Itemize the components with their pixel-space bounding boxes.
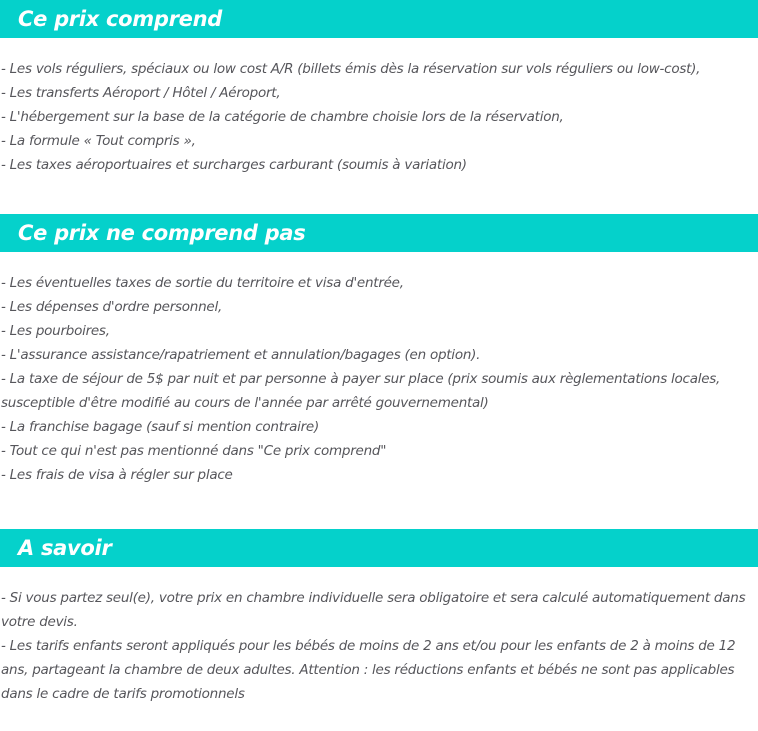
section-price-includes <box>0 0 758 177</box>
section-title: Ce prix comprend <box>18 6 222 31</box>
list-item: - Les tarifs enfants seront appliqués pour les bébés de moins de 2 ans et/ou pour les enfants de 2 à moins de 12 ans, partageant la chambre de deux adultes. Attention : les réductions enfants et bébés ne sont pas applicables dans le cadre de tarifs promotionnels <box>1 638 736 702</box>
section-content <box>0 567 758 706</box>
section-content <box>0 252 758 487</box>
section-header-bar <box>0 0 758 38</box>
section-title: A savoir <box>18 535 112 560</box>
list-item: - Tout ce qui n'est pas mentionné dans "Ce prix comprend" <box>1 443 387 459</box>
list-item: - Les taxes aéroportuaires et surcharges carburant (soumis à variation) <box>1 157 467 173</box>
list-item: - La taxe de séjour de 5$ par nuit et par personne à payer sur place (prix soumis aux règlementations locales, susceptible d'être modifié au cours de l'année par arrêté gouvernemental) <box>1 371 721 411</box>
list-item: - L'assurance assistance/rapatriement et annulation/bagages (en option). <box>1 347 481 363</box>
list-item: - Les éventuelles taxes de sortie du territoire et visa d'entrée, <box>1 275 404 291</box>
list-item: - Les vols réguliers, spéciaux ou low cost A/R (billets émis dès la réservation sur vols réguliers ou low-cost), <box>1 61 701 77</box>
section-header-bar <box>0 529 758 567</box>
list-item: - Si vous partez seul(e), votre prix en chambre individuelle sera obligatoire et sera calculé automatiquement dans votre devis. <box>1 590 746 630</box>
list-item: - La franchise bagage (sauf si mention contraire) <box>1 419 319 435</box>
section-header-bar <box>0 214 758 252</box>
list-item: - Les transferts Aéroport / Hôtel / Aéroport, <box>1 85 281 101</box>
section-content <box>0 38 758 177</box>
list-item: - La formule « Tout compris », <box>1 133 196 149</box>
list-item: - Les pourboires, <box>1 323 110 339</box>
list-item: - Les frais de visa à régler sur place <box>1 467 233 483</box>
section-price-excludes <box>0 177 758 487</box>
list-item: - Les dépenses d'ordre personnel, <box>1 299 223 315</box>
section-title: Ce prix ne comprend pas <box>18 220 306 245</box>
list-item: - L'hébergement sur la base de la catégorie de chambre choisie lors de la réservation, <box>1 109 564 125</box>
section-good-to-know <box>0 487 758 706</box>
